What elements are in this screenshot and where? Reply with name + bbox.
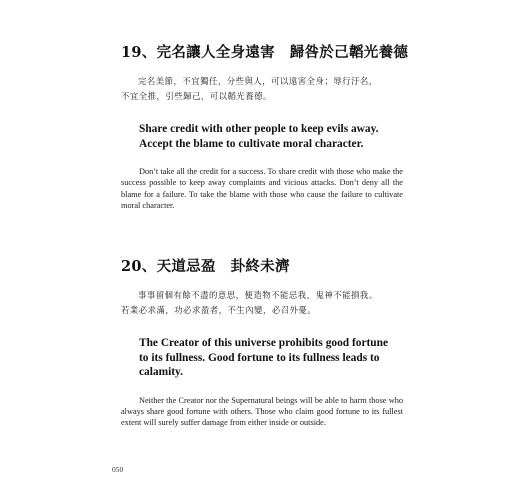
english-title-line: Accept the blame to cultivate moral character. [139, 137, 364, 150]
chinese-paragraph: 完名美節，不宜獨任，分些與人，可以遠害全身；辱行汙名，不宜全推，引些歸己，可以韜光養德。 [121, 76, 378, 101]
section-19 [121, 44, 409, 212]
section-heading: 19、完名讓人全身遠害 歸咎於己韜光養德 [121, 44, 409, 61]
english-title-line: to its fullness. Good fortune to its fullness leads to [139, 351, 380, 364]
chinese-paragraph: 事事留個有餘不盡的意思，便造物不能忌我，鬼神不能損我。若業必求滿，功必求盈者，不生內變，必召外憂。 [121, 290, 378, 315]
english-paragraph: Neither the Creator nor the Supernatural beings will be able to harm those who always share good fortune with others. Those who claim good fortune to its fullest extent will surely suffer damage from either inside or outside. [121, 395, 403, 428]
english-paragraph: Don’t take all the credit for a success. To share credit with those who make the success possible to keep away complaints and vicious attacks. Don’t deny all the blame for a failure. To take the blame with those who cause the failure to cultivate moral character. [121, 167, 403, 211]
section-20 [121, 258, 406, 429]
english-title [121, 122, 407, 151]
page-number: 050 [112, 465, 124, 474]
english-title [121, 336, 405, 380]
english-title-line: The Creator of this universe prohibits good fortune [139, 337, 389, 349]
section-heading: 20、天道忌盈 卦終未濟 [121, 258, 290, 275]
english-title-line: Share credit with other people to keep evils away. [139, 123, 379, 135]
english-title-line: calamity. [139, 366, 183, 378]
